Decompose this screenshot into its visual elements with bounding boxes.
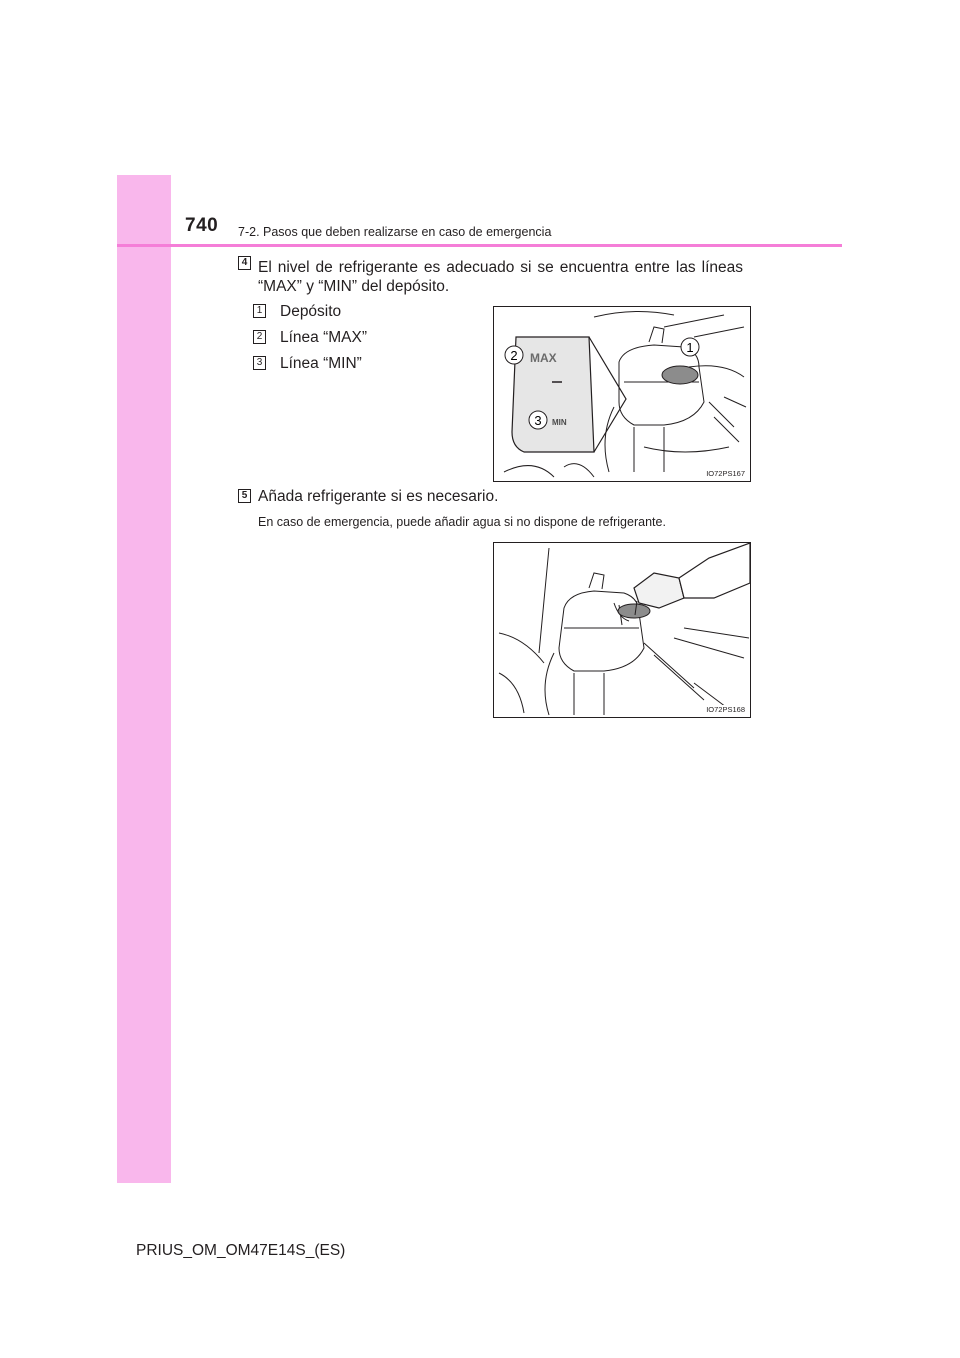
adding-coolant-illustration [494, 543, 750, 717]
figure-id: IO72PS168 [706, 705, 745, 714]
item-1-badge: 1 [253, 304, 266, 318]
figure-coolant-level [493, 306, 751, 482]
item-3-badge: 3 [253, 356, 266, 370]
header-rule [117, 244, 842, 247]
item-2-label: Línea “MAX” [280, 329, 368, 346]
min-mark: MIN [552, 418, 567, 427]
figure-add-coolant [493, 542, 751, 718]
callout-3: 3 [534, 413, 542, 428]
item-1-label: Depósito [280, 303, 342, 320]
step-4-text-line2: “MAX” y “MIN” del depósito. [258, 278, 450, 295]
coolant-reservoir-illustration [494, 307, 750, 481]
footer-doc-code: PRIUS_OM_OM47E14S_(ES) [136, 1242, 346, 1259]
step-4-badge: 4 [238, 256, 251, 270]
callout-2: 2 [510, 348, 518, 363]
step-5-badge: 5 [238, 489, 251, 503]
callout-1: 1 [686, 340, 694, 355]
item-3-label: Línea “MIN” [280, 355, 362, 372]
step-5-note: En caso de emergencia, puede añadir agua si no dispone de refrigerante. [258, 515, 666, 529]
section-title: 7-2. Pasos que deben realizarse en caso de emergencia [238, 225, 552, 239]
sidebar-tab [117, 175, 171, 1183]
page-number: 740 [185, 215, 219, 236]
figure-id: IO72PS167 [706, 469, 745, 478]
max-mark: MAX [530, 351, 557, 365]
step-5-text: Añada refrigerante si es necesario. [258, 488, 499, 505]
item-2-badge: 2 [253, 330, 266, 344]
step-4-text-line1: El nivel de refrigerante es adecuado si se encuentra entre las líneas [258, 259, 743, 276]
